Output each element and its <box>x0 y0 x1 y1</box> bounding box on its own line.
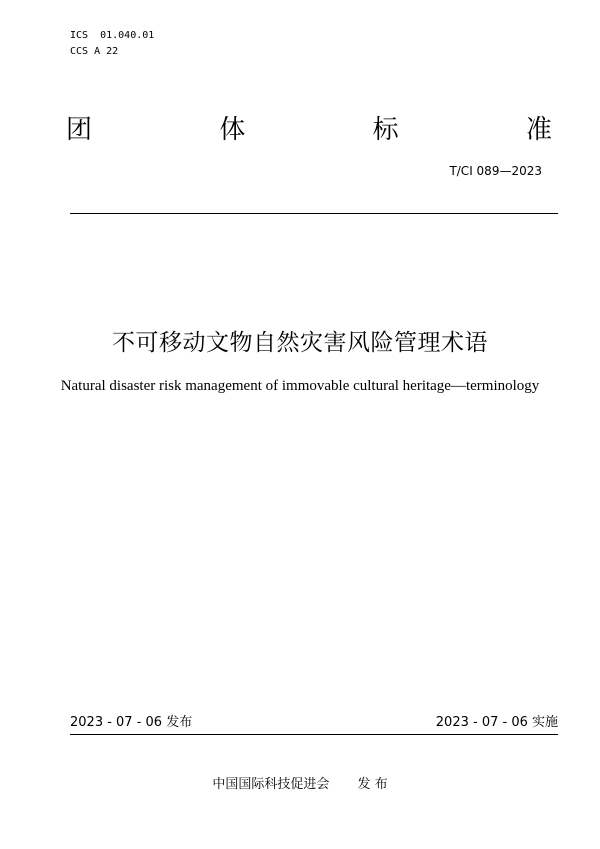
standard-type-char: 准 <box>525 115 552 145</box>
bottom-divider <box>70 734 558 735</box>
publisher-action: 发 布 <box>357 777 388 792</box>
publisher-name: 中国国际科技促进会 <box>212 777 330 792</box>
classification-codes <box>70 28 154 60</box>
standard-type-heading <box>66 112 552 148</box>
standard-number: T/CI 089—2023 <box>449 164 542 178</box>
title-chinese: 不可移动文物自然灾害风险管理术语 <box>112 330 488 356</box>
top-divider <box>70 213 558 214</box>
standard-type-char: 团 <box>66 115 93 145</box>
implementation-date: 2023 - 07 - 06 实施 <box>435 715 558 730</box>
standard-type-char: 标 <box>372 115 399 145</box>
title-english: Natural disaster risk management of immovable cultural heritage—terminology <box>60 378 540 394</box>
standard-type-char: 体 <box>219 115 246 145</box>
issue-date: 2023 - 07 - 06 发布 <box>70 715 193 730</box>
ccs-code: CCS A 22 <box>70 46 119 57</box>
ics-code: ICS 01.040.01 <box>70 30 155 41</box>
publisher-line <box>0 776 600 794</box>
